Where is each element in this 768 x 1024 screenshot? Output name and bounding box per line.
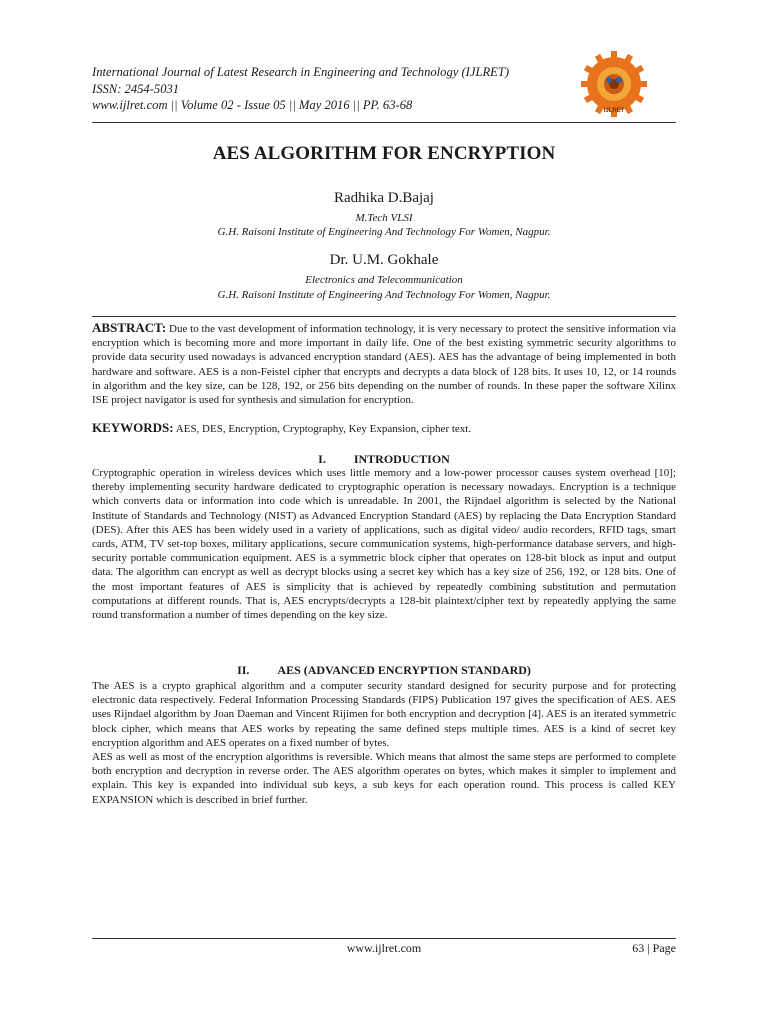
author-dept-2: Electronics and Telecommunication (305, 274, 463, 286)
footer-divider (92, 938, 676, 939)
keywords-text: AES, DES, Encryption, Cryptography, Key Expansion, cipher text. (175, 423, 472, 435)
section-body-aes (92, 679, 676, 807)
paper-title: AES ALGORITHM FOR ENCRYPTION (212, 143, 556, 164)
paragraph: AES as well as most of the encryption algorithms is reversible. Which means that almost the same steps are performed to complete both encryption and decryption in reverse order. The AES algorithm operates on bytes, which makes it simpler to implement and explain. This key is expanded into individual sub keys, a sub keys for each operation round. This process is called KEY EXPANSION which is described in brief further. (92, 751, 676, 806)
section-heading-aes (92, 663, 676, 678)
author-inst-1: G.H. Raisoni Institute of Engineering And Technology For Women, Nagpur. (217, 226, 551, 238)
abstract-label: ABSTRACT: (92, 320, 167, 335)
header-divider (92, 122, 676, 123)
journal-header (92, 64, 592, 114)
section-body-introduction (92, 466, 676, 622)
journal-name: International Journal of Latest Research in Engineering and Technology (IJLRET) (92, 65, 510, 79)
paragraph: Cryptographic operation in wireless devices which uses little memory and a low-power processor causes system overhead [10]; thereby implementing security hardware dedicated to cryptographic operation is necessary nowadays. Encryption is a technique which converts data or information into code which is unreadable. In 2001, the Rijndael algorithm is selected by the National Institute of Standards and Technology (NIST) as Advanced Encryption Standard (AES) by replacing the Data Encryption Standard (DES). After this AES has been widely used in a variety of applications, such as digital video/ audio recorders, RFID tags, smart cards, ATM, TV set-top boxes, military applications, secure communication systems, high-performance database servers, and high-security portable communication equipment. AES is a symmetric block cipher that operates on 128-bit block as input and output data. The algorithm can encrypt as well as decrypt blocks using a secret key which has a key size of 256, 192, or 128 bits. One of the most important features of AES is simplicity that is achieved by repeatedly combining substitution and permutation computations at different rounds. That is, AES encrypts/decrypts a 128-bit plaintext/cipher text by repeatedly applying the same round transformation a number of times depending on the key size. (92, 467, 676, 622)
section-number: II. (237, 663, 250, 677)
section-number: I. (318, 452, 326, 466)
journal-logo-icon (575, 50, 653, 118)
abstract (92, 321, 676, 407)
page-number: 63 | Page (632, 941, 676, 955)
footer-website: www.ijlret.com (346, 941, 422, 955)
abstract-divider (92, 316, 676, 317)
abstract-text: Due to the vast development of information technology, it is very necessary to protect the sensitive information via encryption which is becoming more and more important in daily life. One of the best existing symmetric security algorithms to provide data security used nowadays is advanced encryption standard (AES). AES has the advantage of being implemented in both hardware and software. AES is a non-Feistel cipher that encrypts and decrypts a data block of 128 bits. It uses 10, 12, or 14 rounds in algorithm and the key size, can be 128, 192, or 256 bits depending on the number of rounds. In these paper the software Xilinx ISE project navigator is used for synthesis and simulation for encryption. (92, 323, 677, 407)
author-dept-1: M.Tech VLSI (355, 212, 413, 224)
author-inst-2: G.H. Raisoni Institute of Engineering And Technology For Women, Nagpur. (217, 289, 551, 301)
author-name-1: Radhika D.Bajaj (334, 190, 434, 206)
keywords-label: KEYWORDS: (92, 420, 174, 435)
author-name-2: Dr. U.M. Gokhale (329, 252, 439, 268)
section-title: AES (ADVANCED ENCRYPTION STANDARD) (277, 663, 531, 677)
paragraph: The AES is a crypto graphical algorithm and a computer security standard designed for security purpose and for protecting electronic data respectively. Federal Information Processing Standards (FIPS) Publication 197 gives the specification of AES. AES uses Rijndael algorithm by Joan Daeman and Vincent Rijimen for both encryption and decryption [4]. AES is an iterated symmetric block cipher, which means that AES works by repeating the same defined steps multiple times. AES is a kind of secret key encryption algorithm and AES operates on a fixed number of bytes. (92, 680, 676, 749)
logo-label: IJLRET (603, 108, 625, 114)
section-heading-introduction (92, 452, 676, 467)
journal-issn: ISSN: 2454-5031 (92, 81, 180, 96)
section-title: INTRODUCTION (353, 452, 450, 466)
journal-issue: www.ijlret.com || Volume 02 - Issue 05 || May 2016 || PP. 63-68 (92, 98, 413, 112)
keywords (92, 421, 676, 436)
